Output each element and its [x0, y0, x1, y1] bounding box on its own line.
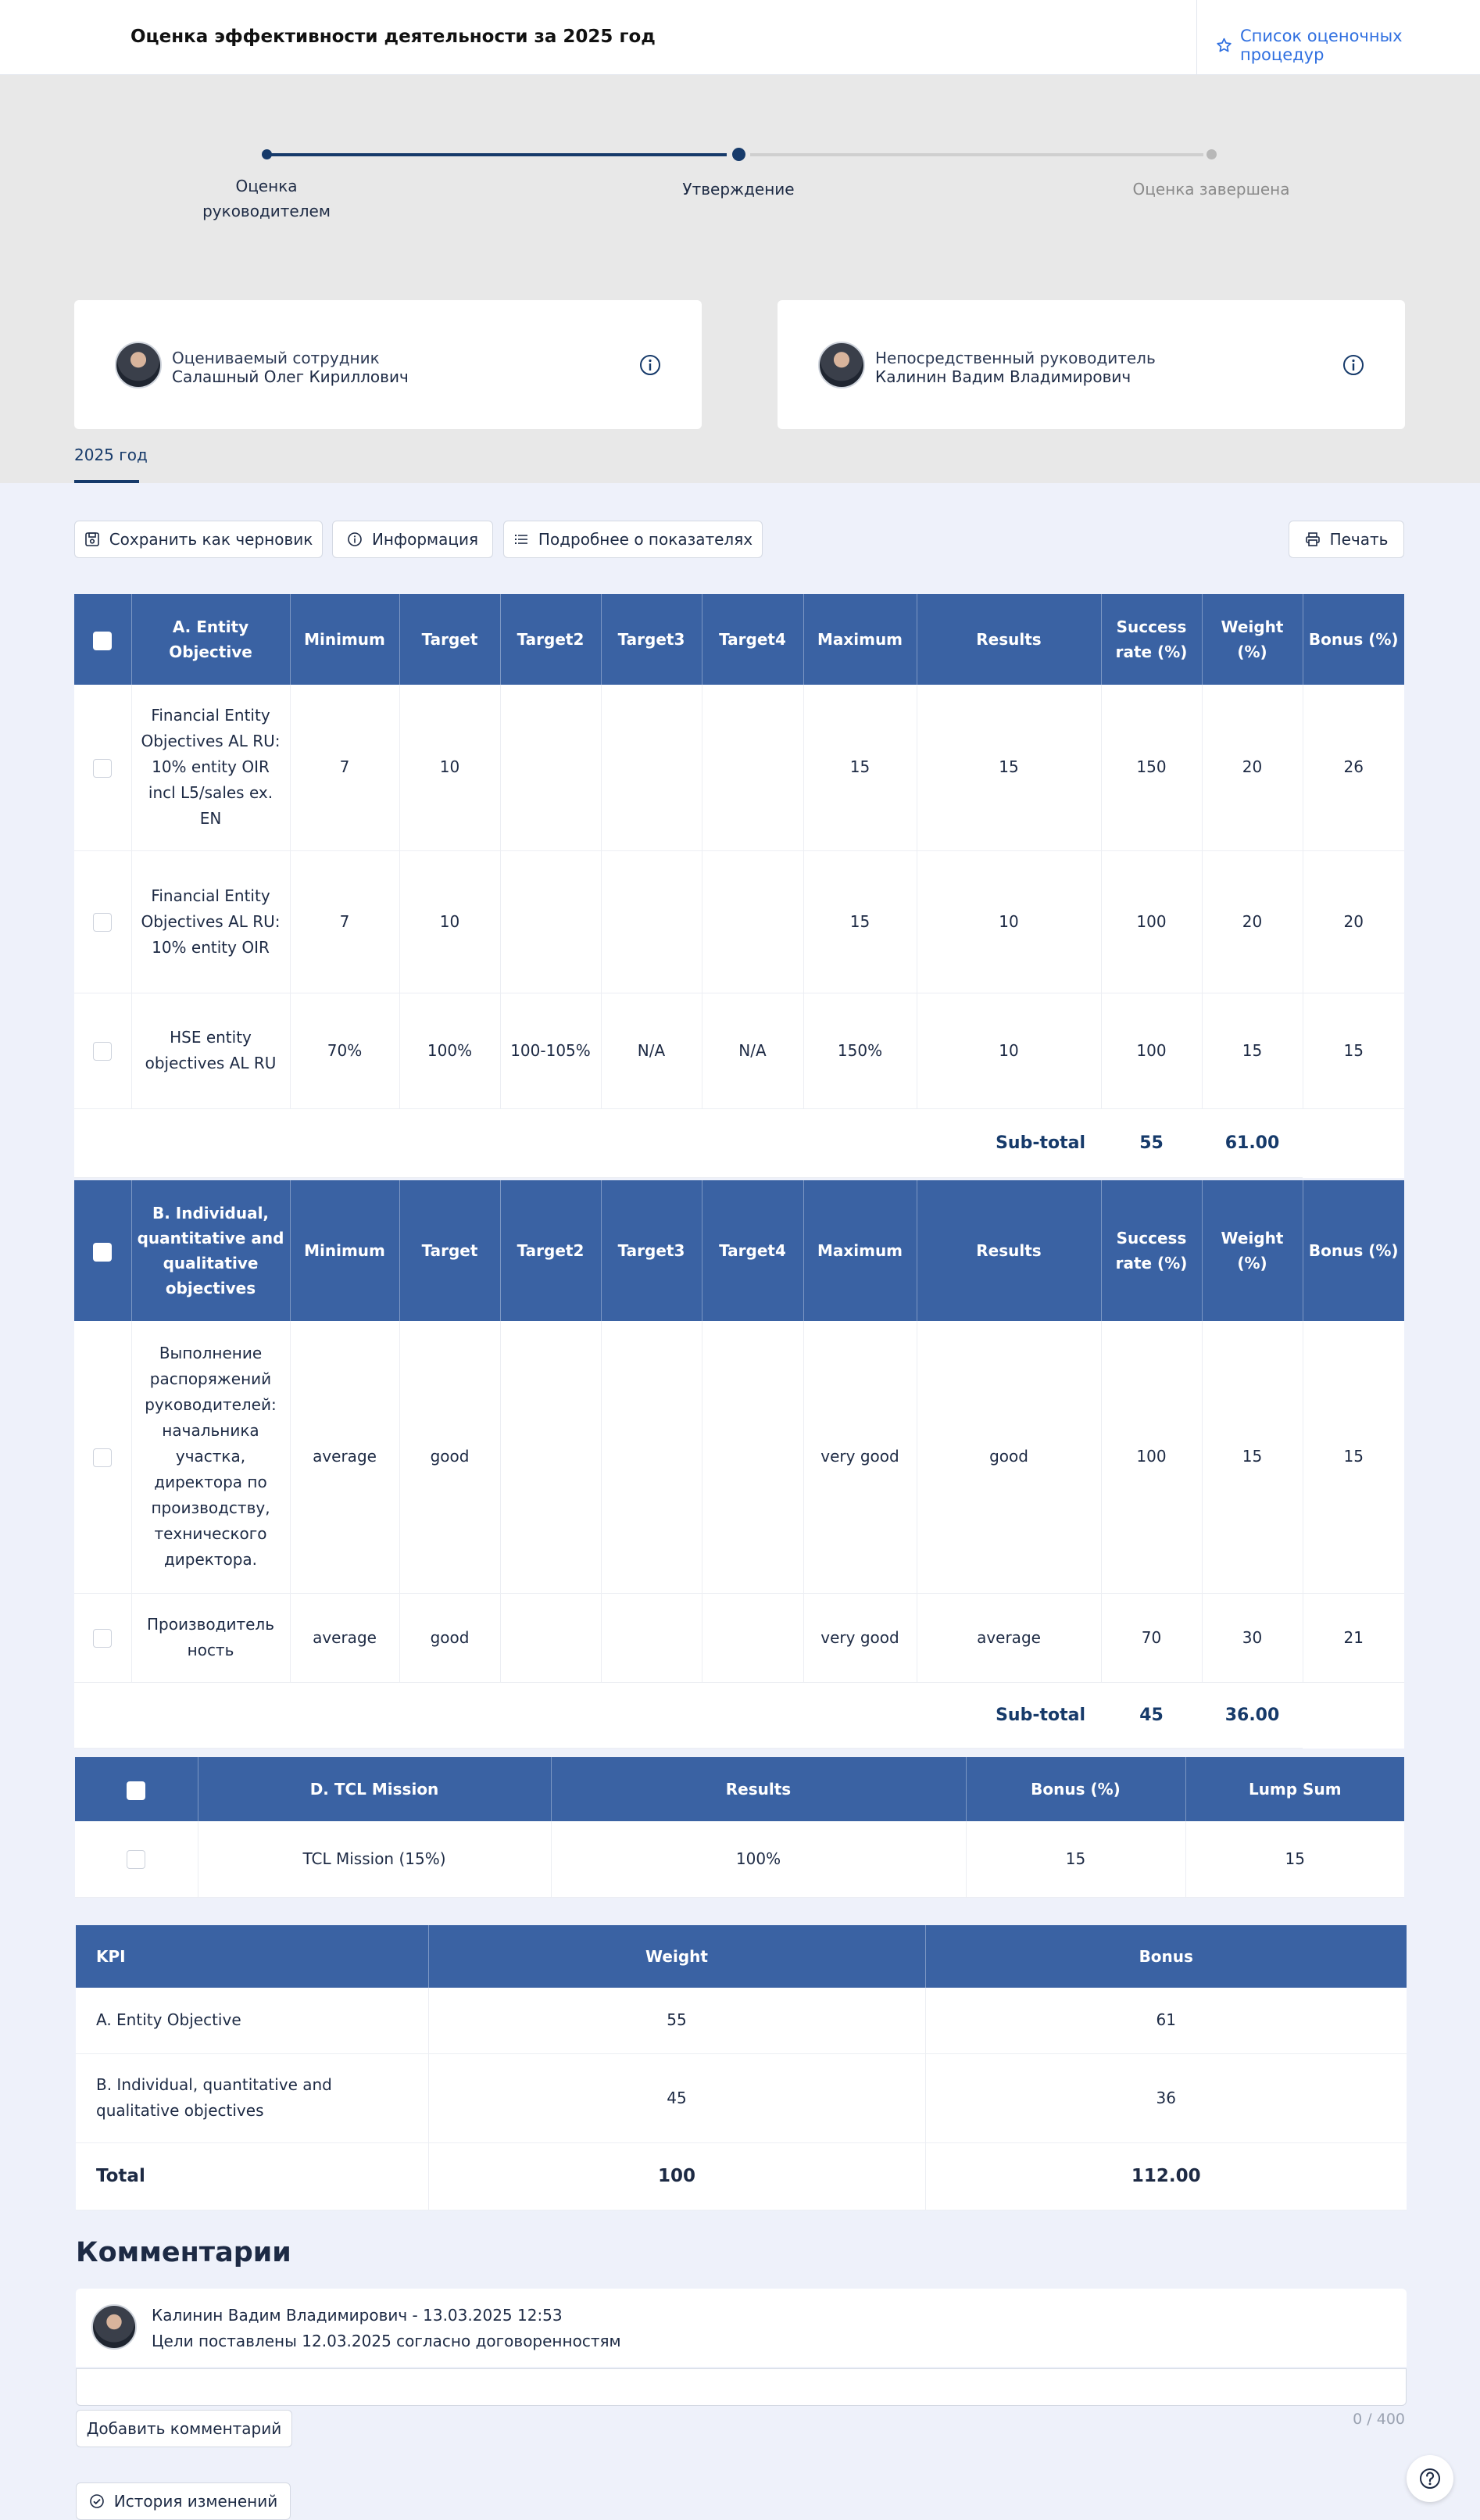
step-dot-completed	[1207, 149, 1217, 159]
individual-objectives-table	[74, 1180, 1404, 1749]
objective-name: Выполнение распоряжений руководителей: начальника участка, директора по производству, технического директора.	[131, 1321, 290, 1593]
select-all-cell[interactable]	[74, 594, 131, 685]
evaluation-overview	[0, 75, 1480, 483]
list-icon	[513, 532, 529, 547]
bonus-value: 15	[1303, 1321, 1404, 1593]
column-header: Success rate (%)	[1101, 1180, 1202, 1321]
column-header: Bonus (%)	[966, 1757, 1185, 1821]
procedures-link-label: Список оценочных процедур	[1240, 27, 1403, 64]
check-circle-icon	[89, 2493, 105, 2509]
total-bonus: 112.00	[925, 2142, 1407, 2210]
table-row	[76, 1988, 1407, 2053]
column-header: Bonus (%)	[1303, 594, 1404, 685]
step-dot-manager-evaluation	[262, 149, 272, 159]
target4-value	[702, 850, 803, 993]
success-rate-value: 70	[1101, 1593, 1202, 1682]
target3-value	[601, 1593, 702, 1682]
target4-value	[702, 685, 803, 850]
stepper-line-pending	[750, 153, 1203, 156]
mission-name: TCL Mission (15%)	[198, 1821, 551, 1897]
target4-value	[702, 1593, 803, 1682]
table-row	[74, 1321, 1404, 1593]
column-header: Bonus (%)	[1303, 1180, 1404, 1321]
kpi-bonus: 36	[925, 2053, 1407, 2142]
help-button[interactable]	[1407, 2455, 1453, 2502]
save-icon	[84, 532, 100, 547]
column-header: Target2	[500, 1180, 601, 1321]
select-all-checkbox[interactable]	[127, 1781, 145, 1800]
column-header: Target3	[601, 594, 702, 685]
column-header: Results	[917, 1180, 1101, 1321]
column-header: Success rate (%)	[1101, 594, 1202, 685]
info-icon[interactable]	[638, 353, 662, 377]
procedures-link[interactable]	[1216, 27, 1480, 64]
column-header: Minimum	[290, 1180, 399, 1321]
star-icon	[1216, 37, 1232, 54]
column-header: Target4	[702, 594, 803, 685]
avatar	[818, 342, 865, 388]
table-row	[74, 685, 1404, 850]
bonus-value: 20	[1303, 850, 1404, 993]
change-history-button[interactable]	[76, 2482, 291, 2520]
header-divider	[1196, 0, 1197, 75]
weight-value: 20	[1202, 850, 1303, 993]
select-all-cell[interactable]	[74, 1180, 131, 1321]
objective-name: Financial Entity Objectives AL RU: 10% entity OIR incl L5/sales ex. EN	[131, 685, 290, 850]
kpi-summary-table	[76, 1925, 1407, 2210]
column-header: Weight (%)	[1202, 594, 1303, 685]
row-select-cell[interactable]	[74, 1593, 131, 1682]
maximum-value: 15	[803, 850, 917, 993]
row-select-cell[interactable]	[75, 1821, 198, 1897]
subtotal-bonus: 36.00	[1202, 1682, 1303, 1748]
total-weight: 100	[428, 2142, 925, 2210]
table-row	[75, 1821, 1404, 1897]
comment-char-counter: 0 / 400	[1353, 2411, 1405, 2428]
subtotal-row	[74, 1682, 1404, 1748]
column-header: Target	[399, 1180, 500, 1321]
indicator-details-button[interactable]	[503, 521, 763, 558]
weight-value: 15	[1202, 1321, 1303, 1593]
comment-item	[76, 2289, 1407, 2367]
manager-card	[778, 300, 1405, 429]
comment-input[interactable]	[76, 2368, 1407, 2406]
save-draft-button[interactable]	[74, 521, 323, 558]
column-header: A. Entity Objective	[131, 594, 290, 685]
row-checkbox[interactable]	[127, 1850, 145, 1869]
results-value: 15	[917, 685, 1101, 850]
target2-value	[500, 685, 601, 850]
select-all-checkbox[interactable]	[93, 1243, 112, 1262]
kpi-name: A. Entity Objective	[76, 1988, 428, 2053]
success-rate-value: 100	[1101, 993, 1202, 1108]
print-button[interactable]	[1289, 521, 1404, 558]
kpi-weight: 45	[428, 2053, 925, 2142]
entity-objectives-table	[74, 594, 1404, 1178]
column-header: Target	[399, 594, 500, 685]
success-rate-value: 150	[1101, 685, 1202, 850]
objective-name: Производитель ность	[131, 1593, 290, 1682]
success-rate-value: 100	[1101, 1321, 1202, 1593]
subtotal-weight: 55	[1101, 1108, 1202, 1177]
tab-year-2025[interactable]: 2025 год	[74, 446, 148, 464]
minimum-value: 7	[290, 685, 399, 850]
manager-name: Калинин Вадим Владимирович	[875, 367, 1131, 386]
target3-value: N/A	[601, 993, 702, 1108]
kpi-bonus: 61	[925, 1988, 1407, 2053]
step-label-completed: Оценка завершена	[1132, 180, 1290, 199]
target4-value	[702, 1321, 803, 1593]
row-select-cell[interactable]	[74, 993, 131, 1108]
target3-value	[601, 685, 702, 850]
print-label: Печать	[1329, 530, 1389, 549]
table-header-row	[74, 1180, 1404, 1321]
table-row	[74, 850, 1404, 993]
column-header: Maximum	[803, 594, 917, 685]
subtotal-label: Sub-total	[74, 1682, 1101, 1748]
top-bar	[0, 0, 1480, 75]
results-value: good	[917, 1321, 1101, 1593]
column-header: Target2	[500, 594, 601, 685]
lump-sum-value: 15	[1185, 1821, 1404, 1897]
column-header: D. TCL Mission	[198, 1757, 551, 1821]
target-value: good	[399, 1321, 500, 1593]
table-header-row	[76, 1925, 1407, 1988]
column-header: Weight	[428, 1925, 925, 1988]
results-value: 10	[917, 850, 1101, 993]
bonus-value: 15	[1303, 993, 1404, 1108]
table-header-row	[74, 594, 1404, 685]
select-all-cell[interactable]	[75, 1757, 198, 1821]
tab-active-indicator	[74, 480, 139, 483]
table-row	[74, 993, 1404, 1108]
indicator-details-label: Подробнее о показателях	[538, 530, 753, 549]
column-header: Target4	[702, 1180, 803, 1321]
objective-name: HSE entity objectives AL RU	[131, 993, 290, 1108]
maximum-value: 15	[803, 685, 917, 850]
target-value: 10	[399, 685, 500, 850]
success-rate-value: 100	[1101, 850, 1202, 993]
avatar	[91, 2304, 137, 2350]
weight-value: 15	[1202, 993, 1303, 1108]
row-select-cell[interactable]	[74, 850, 131, 993]
target-value: good	[399, 1593, 500, 1682]
minimum-value: 7	[290, 850, 399, 993]
subtotal-row	[74, 1108, 1404, 1177]
target3-value	[601, 1321, 702, 1593]
row-select-cell[interactable]	[74, 1321, 131, 1593]
save-draft-label: Сохранить как черновик	[109, 530, 313, 549]
manager-role: Непосредственный руководитель	[875, 349, 1156, 367]
select-all-checkbox[interactable]	[93, 632, 112, 650]
column-header: Maximum	[803, 1180, 917, 1321]
results-value: 100%	[551, 1821, 966, 1897]
comments-title: Комментарии	[76, 2237, 291, 2268]
total-row	[76, 2142, 1407, 2210]
add-comment-label: Добавить комментарий	[86, 2419, 282, 2438]
total-label: Total	[76, 2142, 428, 2210]
column-header: Results	[917, 594, 1101, 685]
avatar	[115, 342, 162, 388]
column-header: Bonus	[925, 1925, 1407, 1988]
weight-value: 20	[1202, 685, 1303, 850]
bonus-value: 26	[1303, 685, 1404, 850]
results-value: average	[917, 1593, 1101, 1682]
table-header-row	[75, 1757, 1404, 1821]
target2-value: 100-105%	[500, 993, 601, 1108]
stepper-line-done	[270, 153, 727, 156]
subtotal-weight: 45	[1101, 1682, 1202, 1748]
employee-name: Салашный Олег Кириллович	[172, 367, 409, 386]
info-label: Информация	[371, 530, 479, 549]
comment-author-date: Калинин Вадим Владимирович - 13.03.2025 12:53	[152, 2306, 563, 2325]
target2-value	[500, 1321, 601, 1593]
comment-text: Цели поставлены 12.03.2025 согласно договоренностям	[152, 2332, 621, 2350]
step-label-manager-evaluation: Оценка руководителем	[202, 177, 331, 220]
row-checkbox[interactable]	[93, 1448, 112, 1467]
subtotal-bonus: 61.00	[1202, 1108, 1303, 1177]
bonus-value: 15	[966, 1821, 1185, 1897]
row-checkbox[interactable]	[93, 1042, 112, 1061]
change-history-label: История изменений	[113, 2492, 278, 2511]
maximum-value: very good	[803, 1593, 917, 1682]
column-header: Lump Sum	[1185, 1757, 1404, 1821]
kpi-name: B. Individual, quantitative and qualitative objectives	[76, 2053, 428, 2142]
employee-card	[74, 300, 702, 429]
employee-role: Оцениваемый сотрудник	[172, 349, 380, 367]
info-button[interactable]	[332, 521, 493, 558]
step-label-approval: Утверждение	[682, 180, 795, 199]
info-icon[interactable]	[1342, 353, 1365, 377]
minimum-value: average	[290, 1593, 399, 1682]
target4-value: N/A	[702, 993, 803, 1108]
objective-name: Financial Entity Objectives AL RU: 10% entity OIR	[131, 850, 290, 993]
subtotal-label: Sub-total	[74, 1108, 1101, 1177]
target-value: 10	[399, 850, 500, 993]
results-value: 10	[917, 993, 1101, 1108]
column-header: KPI	[76, 1925, 428, 1988]
page-title: Оценка эффективности деятельности за 2025 год	[130, 27, 656, 47]
table-row	[74, 1593, 1404, 1682]
row-checkbox[interactable]	[93, 1629, 112, 1648]
row-select-cell[interactable]	[74, 685, 131, 850]
column-header: B. Individual, quantitative and qualitative objectives	[131, 1180, 290, 1321]
column-header: Target3	[601, 1180, 702, 1321]
info-icon	[347, 532, 363, 547]
row-checkbox[interactable]	[93, 913, 112, 932]
column-header: Weight (%)	[1202, 1180, 1303, 1321]
bonus-value: 21	[1303, 1593, 1404, 1682]
target2-value	[500, 1593, 601, 1682]
maximum-value: very good	[803, 1321, 917, 1593]
minimum-value: average	[290, 1321, 399, 1593]
help-icon	[1418, 2467, 1442, 2490]
maximum-value: 150%	[803, 993, 917, 1108]
process-stepper	[0, 75, 1480, 270]
column-header: Minimum	[290, 594, 399, 685]
step-dot-approval	[732, 148, 745, 161]
table-row	[76, 2053, 1407, 2142]
minimum-value: 70%	[290, 993, 399, 1108]
row-checkbox[interactable]	[93, 759, 112, 778]
weight-value: 30	[1202, 1593, 1303, 1682]
kpi-weight: 55	[428, 1988, 925, 2053]
add-comment-button[interactable]	[76, 2410, 292, 2447]
tcl-mission-table	[75, 1757, 1404, 1898]
target2-value	[500, 850, 601, 993]
column-header: Results	[551, 1757, 966, 1821]
target3-value	[601, 850, 702, 993]
printer-icon	[1305, 532, 1321, 547]
target-value: 100%	[399, 993, 500, 1108]
